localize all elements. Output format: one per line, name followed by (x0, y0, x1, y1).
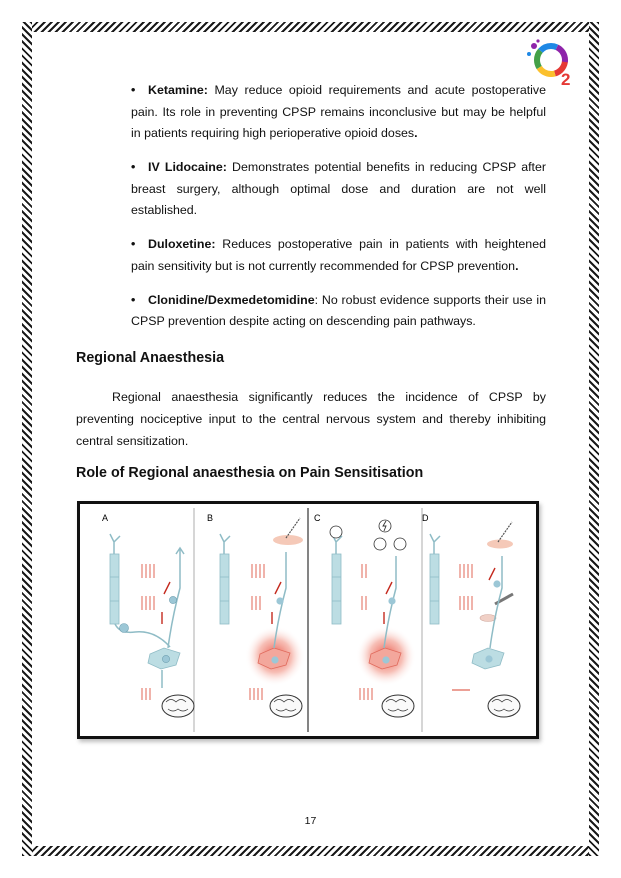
panel-label-d: D (422, 513, 429, 523)
bullet-end: . (414, 126, 418, 140)
brain-icon (270, 695, 302, 717)
bullet-duloxetine (131, 234, 546, 277)
bullet-term: Ketamine: (148, 83, 208, 97)
bullet-text: Demonstrates potential benefits in reducing CPSP after breast surgery, although optimal dose and duration are not well established. (131, 160, 547, 217)
brain-icon (382, 695, 414, 717)
page-border-right (589, 22, 599, 856)
svg-text:2: 2 (561, 70, 571, 88)
brain-icon (162, 695, 194, 717)
bullet-dot-icon: • (131, 83, 136, 97)
bullet-term: Clonidine/Dexmedetomidine (148, 292, 315, 307)
bullet-clonidine (131, 290, 546, 333)
bullet-term: Duloxetine: (148, 237, 216, 251)
bullet-ketamine (131, 80, 546, 145)
page-border-left (22, 22, 32, 856)
knife-icon (330, 526, 342, 538)
drug-bullet-list (131, 80, 546, 345)
bullet-dot-icon: • (131, 237, 136, 251)
figure-heading: Role of Regional anaesthesia on Pain Sensitisation (76, 465, 424, 481)
bullet-dot-icon: • (131, 160, 136, 174)
bullet-term: IV Lidocaine: (148, 160, 227, 174)
knife-icon (286, 518, 300, 538)
knife-icon (498, 522, 512, 542)
panel-label-a: A (102, 513, 109, 523)
bullet-text: May reduce opioid requirements and acute postoperative pain. Its role in preventing CPSP remains inconclusive but may be helpful in patients requiring high perioperative opioid doses (131, 83, 546, 140)
page-border-top (22, 22, 599, 32)
panel-c (330, 520, 416, 717)
page-number: 17 (304, 815, 317, 827)
bullet-text: Reduces postoperative pain in patients with heightened pain sensitivity but is not currently recommended for CPSP prevention (131, 237, 546, 273)
figure-illustration (80, 504, 536, 736)
pain-sensitisation-figure (77, 501, 539, 739)
brain-icon (488, 695, 520, 717)
section-heading: Regional Anaesthesia (76, 350, 225, 366)
bullet-dot-icon: • (131, 292, 136, 307)
panel-d (430, 522, 520, 717)
bullet-text: : No robust evidence supports their use in CPSP prevention despite acting on descending pain pathways. (131, 292, 546, 328)
bullet-end: . (515, 258, 519, 273)
section-paragraph: Regional anaesthesia significantly reduces the incidence of CPSP by preventing nociceptive input to the central nervous system and thereby inhibiting central sensitization. (76, 390, 546, 448)
flame-icon (374, 538, 386, 550)
panel-b (220, 518, 305, 717)
bullet-iv-lidocaine (131, 157, 546, 222)
panel-label-c: C (314, 513, 321, 523)
page-border-bottom (22, 846, 599, 856)
bandage-icon (394, 538, 406, 550)
panel-label-b: B (207, 513, 214, 523)
panel-a (110, 534, 194, 717)
